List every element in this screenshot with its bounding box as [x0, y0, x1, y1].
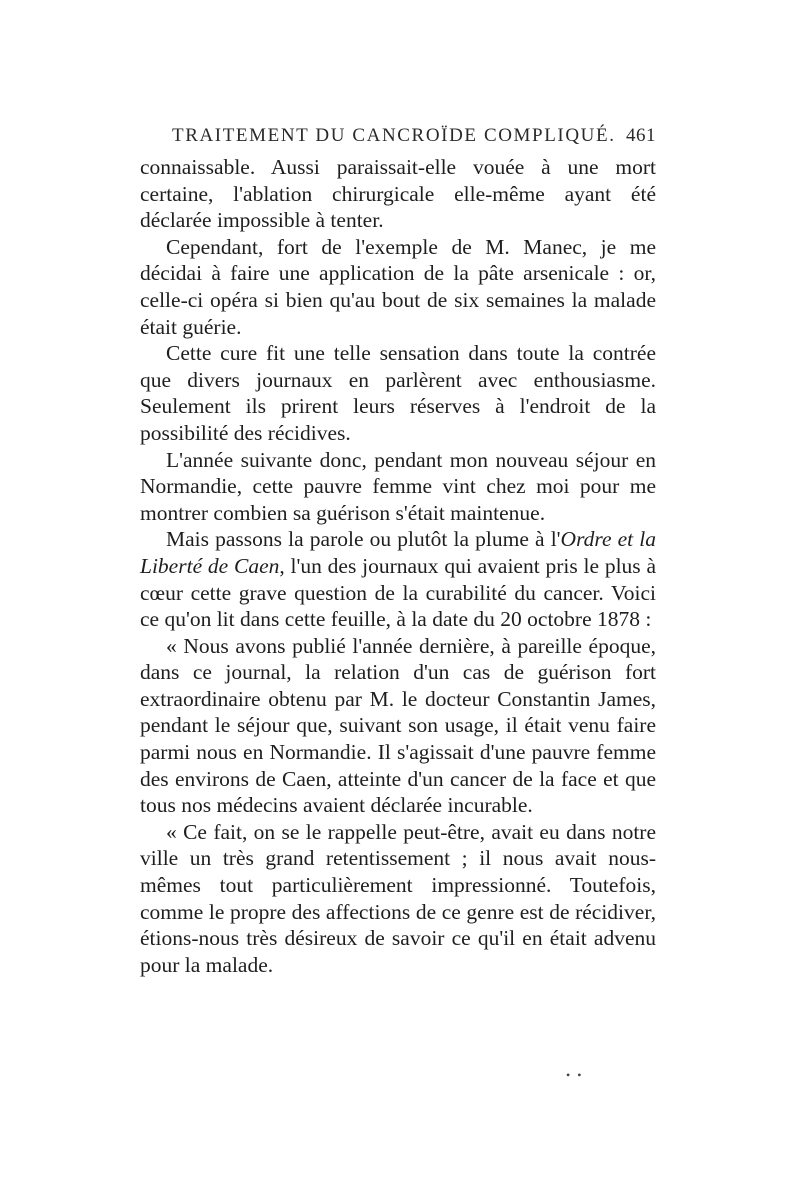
paragraph-3: Cette cure fit une telle sensation dans toute la contrée que divers journaux en parlèrent avec enthousiasme. Seulement ils prirent leurs réserves à l'endroit de la possibilité des récidives. [140, 341, 656, 445]
newspaper-title: Ordre et la Liberté de Caen [140, 527, 656, 578]
paragraph-5 [140, 526, 656, 632]
running-head [140, 122, 656, 150]
body-text [140, 154, 656, 978]
signature-mark: • • [566, 1068, 584, 1082]
paragraph-1: connaissable. Aussi paraissait-elle vouée à une mort certaine, l'ablation chirurgicale elle-même ayant été déclarée impossible à tenter. [140, 155, 656, 233]
paragraph-7-quote: « Ce fait, on se le rappelle peut-être, avait eu dans notre ville un très grand retentissement ; il nous avait nous-mêmes tout particulièrement impressionné. Toutefois, comme le propre des affections de ce genre est de récidiver, étions-nous très désireux de savoir ce qu'il en était advenu pour la malade. [140, 819, 656, 977]
running-head-title: TRAITEMENT DU CANCROÏDE COMPLIQUÉ. [172, 125, 616, 146]
paragraph-4: L'année suivante donc, pendant mon nouveau séjour en Normandie, cette pauvre femme vint chez moi pour me montrer combien sa guérison s'était maintenue. [140, 447, 656, 525]
paragraph-5-lead: Mais passons la parole ou plutôt la plume à l' [166, 527, 561, 552]
page-number: 461 [626, 125, 656, 146]
paragraph-2: Cependant, fort de l'exemple de M. Manec, je me décidai à faire une application de la pâte arsenicale : or, celle-ci opéra si bien qu'au bout de six semaines la malade était guérie. [140, 234, 656, 339]
paragraph-5-rest: , l'un des journaux qui avaient pris le plus à cœur cette grave question de la curabilité du cancer. Voici ce qu'on lit dans cette feuille, à la date du 20 octobre 1878 : [140, 553, 656, 632]
paragraph-6-quote: « Nous avons publié l'année dernière, à pareille époque, dans ce journal, la relation d'un cas de guérison fort extraordinaire obtenu par M. le docteur Constantin James, pendant le séjour que, suivant son usage, il était venu faire parmi nous en Normandie. Il s'agissait d'une pauvre femme des environs de Caen, atteinte d'un cancer de la face et que tous nos médecins avaient déclarée incurable. [140, 633, 656, 818]
